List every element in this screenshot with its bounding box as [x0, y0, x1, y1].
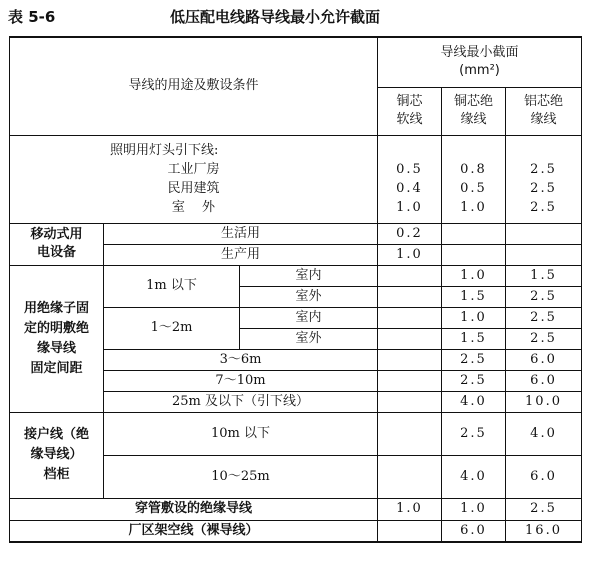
table-cell: 10.0 [506, 391, 582, 412]
table-cell [378, 307, 442, 328]
table-cell: 0.2 [378, 223, 442, 244]
lighting-col-copper-insulated [442, 135, 506, 223]
header-col-copper-flex: 铜芯 软线 [378, 87, 442, 135]
lighting-block [10, 135, 378, 223]
table-cell: 0.5 [460, 181, 487, 196]
table-row-label: 10m 以下 [104, 412, 378, 455]
table-cell [506, 223, 582, 244]
header-col-copper-insulated: 铜芯绝 缘线 [442, 87, 506, 135]
table-title: 低压配电线路导线最小允许截面 [170, 8, 381, 26]
table-row-label: 室内 [240, 307, 378, 328]
table-cell: 16.0 [506, 520, 582, 542]
table-cell [378, 455, 442, 498]
table-cell: 1.0 [378, 498, 442, 520]
table-cell: 1.0 [378, 244, 442, 265]
service-label: 接户线（绝 缘导线） 档柜 [10, 412, 104, 498]
table-cell: 1.5 [442, 328, 506, 349]
lighting-col-copper-flex [378, 135, 442, 223]
table-cell: 6.0 [506, 370, 582, 391]
table-cell [378, 265, 442, 286]
fixed-label: 用绝缘子固 定的明敷绝 缘导线 固定间距 [10, 265, 104, 412]
table-row-label: 3～6m [104, 349, 378, 370]
table-cell: 0.4 [396, 181, 423, 196]
table-cell [378, 286, 442, 307]
table-caption [0, 0, 591, 36]
table-number: 表 5-6 [8, 8, 56, 26]
table-cell: 4.0 [442, 391, 506, 412]
table-cell: 1.0 [460, 200, 487, 215]
table-cell [378, 328, 442, 349]
min-cross-section-table [9, 36, 582, 543]
lighting-row-label: 工业厂房 [167, 162, 220, 177]
table-cell [506, 244, 582, 265]
table-cell: 2.5 [530, 200, 557, 215]
table-cell: 1.0 [442, 265, 506, 286]
lighting-title: 照明用灯头引下线: [110, 143, 219, 158]
table-row-label: 生产用 [104, 244, 378, 265]
table-cell: 6.0 [442, 520, 506, 542]
table-cell [442, 244, 506, 265]
table-cell: 1.0 [442, 498, 506, 520]
table-row-label: 生活用 [104, 223, 378, 244]
table-cell: 2.5 [506, 286, 582, 307]
table-cell: 1.5 [442, 286, 506, 307]
table-cell [378, 370, 442, 391]
table-cell: 6.0 [506, 349, 582, 370]
lighting-col-aluminum-insulated [506, 135, 582, 223]
table-cell: 0.5 [396, 162, 423, 177]
table-cell: 4.0 [506, 412, 582, 455]
table-cell: 2.5 [506, 498, 582, 520]
table-cell: 2.5 [442, 412, 506, 455]
header-condition: 导线的用途及敷设条件 [10, 37, 378, 135]
overhead-label: 厂区架空线（裸导线） [10, 520, 378, 542]
table-cell: 2.5 [506, 328, 582, 349]
table-cell [378, 349, 442, 370]
lighting-row-label: 室 外 [171, 200, 216, 215]
header-min-section-title: 导线最小截面 [440, 45, 519, 61]
conduit-label: 穿管敷设的绝缘导线 [10, 498, 378, 520]
table-row-label: 室外 [240, 286, 378, 307]
table-cell [442, 223, 506, 244]
table-cell: 4.0 [442, 455, 506, 498]
header-unit: (mm²) [459, 63, 500, 79]
table-cell: 2.5 [530, 181, 557, 196]
table-cell: 6.0 [506, 455, 582, 498]
fixed-group-label: 1m 以下 [104, 265, 240, 307]
table-cell [378, 520, 442, 542]
table-cell: 1.0 [442, 307, 506, 328]
table-cell [378, 412, 442, 455]
table-row-label: 7～10m [104, 370, 378, 391]
header-min-section [378, 37, 582, 87]
table-row-label: 室内 [240, 265, 378, 286]
table-cell: 2.5 [530, 162, 557, 177]
mobile-label: 移动式用 电设备 [10, 223, 104, 265]
header-col-aluminum-insulated: 铝芯绝 缘线 [506, 87, 582, 135]
table-cell: 2.5 [506, 307, 582, 328]
table-cell: 1.0 [396, 200, 423, 215]
lighting-row-label: 民用建筑 [167, 181, 220, 196]
table-cell: 2.5 [442, 370, 506, 391]
table-cell: 1.5 [506, 265, 582, 286]
table-cell [378, 391, 442, 412]
table-row-label: 10～25m [104, 455, 378, 498]
table-cell: 2.5 [442, 349, 506, 370]
fixed-group-label: 1～2m [104, 307, 240, 349]
table-row-label: 25m 及以下（引下线） [104, 391, 378, 412]
table-cell: 0.8 [460, 162, 487, 177]
table-row-label: 室外 [240, 328, 378, 349]
